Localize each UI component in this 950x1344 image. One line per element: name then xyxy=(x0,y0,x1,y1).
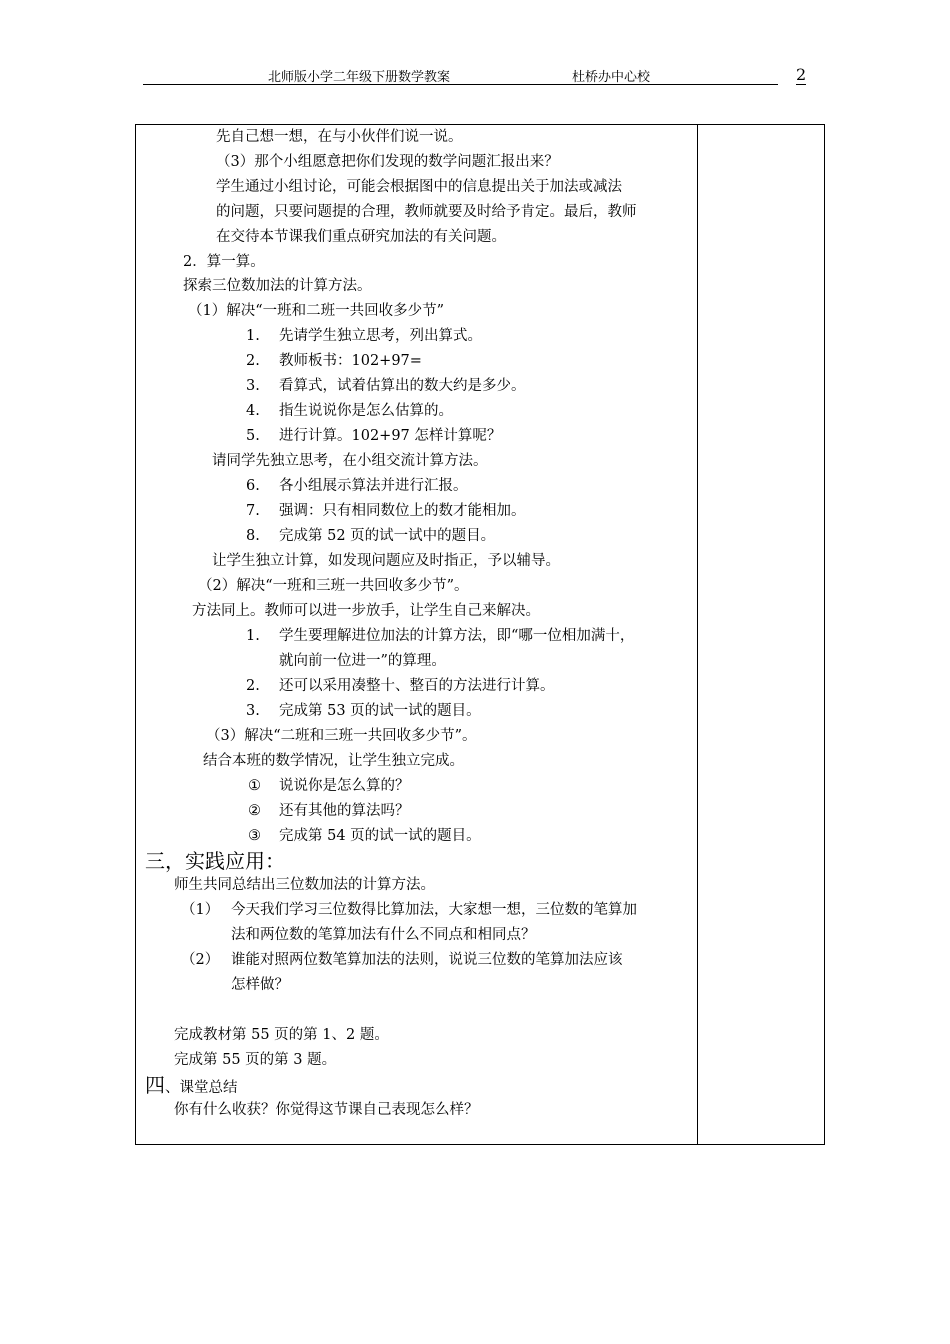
text-line: 完成教材第 55 页的第 1、2 题。 xyxy=(174,1027,389,1043)
section-heading: 2．算一算。 xyxy=(183,254,265,270)
header-rule xyxy=(143,84,778,85)
list-item: 先请学生独立思考，列出算式。 xyxy=(279,328,482,344)
list-number: 4. xyxy=(246,403,260,419)
list-number: 3. xyxy=(246,703,260,719)
list-number: 5. xyxy=(246,428,260,444)
list-item-continued: 就向前一位进一”的算理。 xyxy=(279,653,446,669)
text-line: 先自己想一想，在与小伙伴们说一说。 xyxy=(216,129,463,145)
circled-number: ① xyxy=(248,778,261,794)
list-number: 2. xyxy=(246,678,260,694)
section-four-numeral: 四 xyxy=(145,1073,165,1097)
list-item: 完成第 54 页的试一试的题目。 xyxy=(279,828,481,844)
subsection-heading: （1）解决“一班和二班一共回收多少节” xyxy=(188,303,445,319)
page-number: 2 xyxy=(796,65,807,84)
list-item: 教师板书：102+97= xyxy=(279,353,422,369)
text-line: 的问题，只要问题提的合理，教师就要及时给予肯定。最后，教师 xyxy=(216,204,637,220)
header-title: 北师版小学二年级下册数学教案 xyxy=(268,70,451,85)
list-item: 学生要理解进位加法的计算方法，即“哪一位相加满十， xyxy=(279,628,635,644)
subsection-heading: （2）解决“一班和三班一共回收多少节”。 xyxy=(198,578,469,594)
list-item: 进行计算。102+97 怎样计算呢？ xyxy=(279,428,502,444)
circled-number: ③ xyxy=(248,828,261,844)
list-item: 指生说说你是怎么估算的。 xyxy=(279,403,453,419)
list-item-continued: 怎样做？ xyxy=(231,977,289,993)
list-number: 1. xyxy=(246,328,260,344)
list-number: 1. xyxy=(246,628,260,644)
text-line: 在交待本节课我们重点研究加法的有关问题。 xyxy=(216,229,506,245)
list-item: 各小组展示算法并进行汇报。 xyxy=(279,478,468,494)
list-item: 还有其他的算法吗？ xyxy=(279,803,410,819)
list-number: 8. xyxy=(246,528,260,544)
list-item: 说说你是怎么算的？ xyxy=(279,778,410,794)
text-line: 完成第 55 页的第 3 题。 xyxy=(174,1052,337,1068)
text-line: 师生共同总结出三位数加法的计算方法。 xyxy=(174,877,435,893)
list-item: 今天我们学习三位数得比算加法，大家想一想，三位数的笔算加 xyxy=(231,902,637,918)
circled-number: ② xyxy=(248,803,261,819)
header-school: 杜桥办中心校 xyxy=(572,70,651,85)
section-three-heading: 三，实践应用： xyxy=(145,849,285,873)
list-item: 完成第 53 页的试一试的题目。 xyxy=(279,703,481,719)
list-item-continued: 法和两位数的笔算加法有什么不同点和相同点？ xyxy=(231,927,536,943)
list-item: 完成第 52 页的试一试中的题目。 xyxy=(279,528,496,544)
list-number: 3. xyxy=(246,378,260,394)
list-number: （2） xyxy=(181,952,220,968)
list-item: 强调：只有相同数位上的数才能相加。 xyxy=(279,503,526,519)
list-item: 看算式，试着估算出的数大约是多少。 xyxy=(279,378,526,394)
list-item: 还可以采用凑整十、整百的方法进行计算。 xyxy=(279,678,555,694)
text-line: 探索三位数加法的计算方法。 xyxy=(183,278,372,294)
list-number: 6. xyxy=(246,478,260,494)
text-line: 结合本班的数学情况，让学生独立完成。 xyxy=(203,753,464,769)
list-number: （1） xyxy=(181,902,220,918)
text-line: 学生通过小组讨论，可能会根据图中的信息提出关于加法或减法 xyxy=(216,179,622,195)
list-number: 2. xyxy=(246,353,260,369)
text-line: 你有什么收获？你觉得这节课自己表现怎么样？ xyxy=(174,1102,479,1118)
section-four-heading xyxy=(145,1072,238,1098)
text-line: 请同学先独立思考，在小组交流计算方法。 xyxy=(212,453,488,469)
section-four-title: 、课堂总结 xyxy=(165,1080,238,1096)
table-column-divider xyxy=(697,124,698,1145)
list-item: 谁能对照两位数笔算加法的法则，说说三位数的笔算加法应该 xyxy=(231,952,623,968)
text-line: （3）那个小组愿意把你们发现的数学问题汇报出来？ xyxy=(216,154,559,170)
text-line: 方法同上。教师可以进一步放手，让学生自己来解决。 xyxy=(192,603,540,619)
subsection-heading: （3）解决“二班和三班一共回收多少节”。 xyxy=(206,728,477,744)
text-line: 让学生独立计算，如发现问题应及时指正，予以辅导。 xyxy=(212,553,560,569)
list-number: 7. xyxy=(246,503,260,519)
